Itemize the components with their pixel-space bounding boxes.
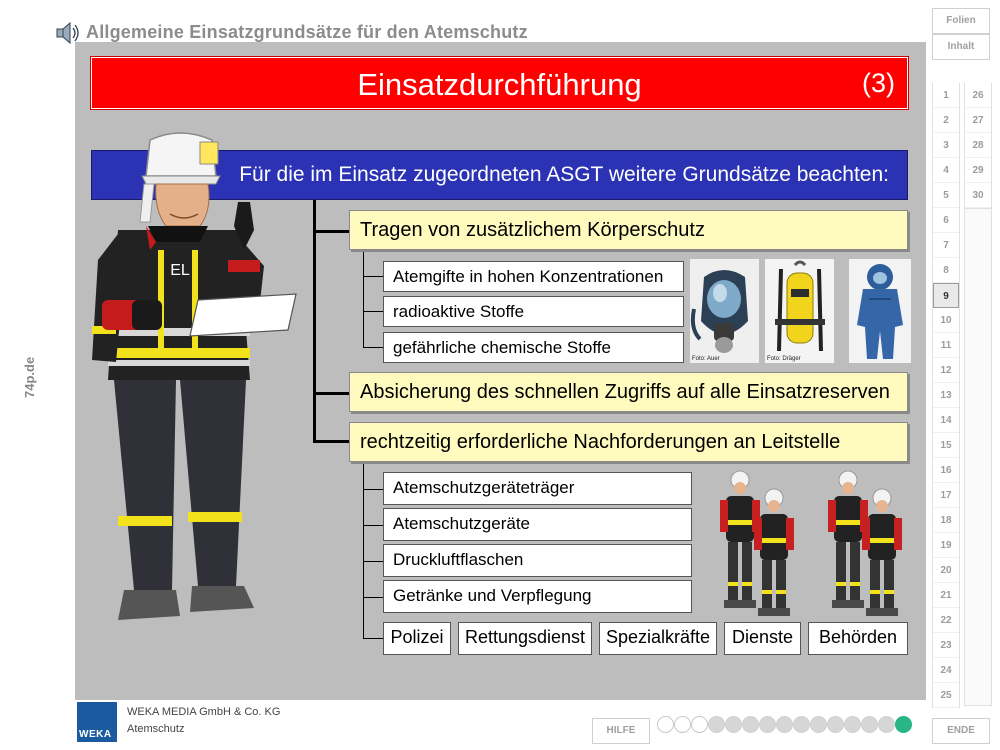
progress-dot — [657, 716, 674, 733]
slide-title: Einsatzdurchführung — [357, 67, 642, 102]
slide-number-23[interactable]: 23 — [933, 633, 959, 658]
photo-breathing-apparatus — [765, 259, 834, 363]
slide-title-bar — [91, 57, 908, 109]
slide-number-22[interactable]: 22 — [933, 608, 959, 633]
list-item: Atemgifte in hohen Konzentrationen — [383, 261, 684, 292]
agency-box: Rettungsdienst — [458, 622, 592, 655]
tree-connector — [363, 347, 383, 348]
firefighter-leader-illustration — [88, 130, 308, 630]
weka-logo — [77, 702, 117, 742]
slide-number-list — [932, 83, 960, 708]
point-body-protection: Tragen von zusätzlichem Körperschutz — [349, 210, 908, 250]
slide-number-7[interactable]: 7 — [933, 233, 959, 258]
contents-button[interactable]: Inhalt — [932, 34, 990, 60]
slide-number-12[interactable]: 12 — [933, 358, 959, 383]
list-item: Getränke und Verpflegung — [383, 580, 692, 613]
slide-number-29[interactable]: 29 — [965, 158, 991, 183]
help-button[interactable]: HILFE — [592, 718, 650, 744]
tree-connector — [363, 311, 383, 312]
slide-number-2[interactable]: 2 — [933, 108, 959, 133]
slide-number-4[interactable]: 4 — [933, 158, 959, 183]
progress-dot — [793, 716, 810, 733]
tree-connector — [313, 200, 316, 443]
slide-number-27[interactable]: 27 — [965, 108, 991, 133]
progress-dot — [878, 716, 895, 733]
firefighter-group-illustration — [820, 466, 914, 618]
slide-part-number: (3) — [862, 68, 895, 98]
list-item: gefährliche chemische Stoffe — [383, 332, 684, 363]
slide-number-17[interactable]: 17 — [933, 483, 959, 508]
agency-box: Behörden — [808, 622, 908, 655]
progress-dot — [844, 716, 861, 733]
progress-dot — [895, 716, 912, 733]
list-item: Atemschutzgeräteträger — [383, 472, 692, 505]
slide-number-28[interactable]: 28 — [965, 133, 991, 158]
progress-dot — [691, 716, 708, 733]
progress-dot — [827, 716, 844, 733]
tree-connector — [313, 392, 349, 395]
progress-dot — [759, 716, 776, 733]
progress-dot — [810, 716, 827, 733]
slide-number-1[interactable]: 1 — [933, 83, 959, 108]
slide-number-26[interactable]: 26 — [965, 83, 991, 108]
slide-number-25[interactable]: 25 — [933, 683, 959, 708]
tree-connector — [363, 525, 383, 526]
slide-number-11[interactable]: 11 — [933, 333, 959, 358]
progress-dot — [708, 716, 725, 733]
slides-button[interactable]: Folien — [932, 8, 990, 34]
side-watermark-text: 74p.de — [22, 356, 37, 398]
slide-number-18[interactable]: 18 — [933, 508, 959, 533]
point-control-center-requests: rechtzeitig erforderliche Nachforderungen an Leitstelle — [349, 422, 908, 462]
firefighter-group-illustration — [712, 466, 806, 618]
slide-list-scrollbar[interactable] — [964, 208, 992, 706]
slide-number-10[interactable]: 10 — [933, 308, 959, 333]
slide-number-5[interactable]: 5 — [933, 183, 959, 208]
leader-badge-label: EL — [170, 262, 190, 279]
photo-caption: Foto: Dräger — [767, 356, 801, 362]
progress-dot — [742, 716, 759, 733]
slide-number-9[interactable]: 9 — [933, 283, 959, 308]
tree-connector — [363, 597, 383, 598]
point-reserve-access: Absicherung des schnellen Zugriffs auf alle Einsatzreserven — [349, 372, 908, 412]
tree-connector — [363, 250, 364, 347]
tree-connector — [363, 561, 383, 562]
list-item: Atemschutzgeräte — [383, 508, 692, 541]
progress-indicator — [657, 716, 912, 736]
agency-box: Polizei — [383, 622, 451, 655]
slide-number-16[interactable]: 16 — [933, 458, 959, 483]
photo-breathing-mask — [690, 259, 759, 363]
weka-logo-text: WEKA — [79, 729, 112, 740]
intro-text: Für die im Einsatz zugeordneten ASGT weitere Grundsätze beachten: — [239, 163, 889, 186]
slide-number-8[interactable]: 8 — [933, 258, 959, 283]
slide-number-20[interactable]: 20 — [933, 558, 959, 583]
slide-number-21[interactable]: 21 — [933, 583, 959, 608]
end-button[interactable]: ENDE — [932, 718, 990, 744]
slide-number-24[interactable]: 24 — [933, 658, 959, 683]
progress-dot — [674, 716, 691, 733]
footer-topic: Atemschutz — [127, 723, 185, 735]
slide-number-list — [964, 83, 992, 208]
app-title: Allgemeine Einsatzgrundsätze für den Atemschutz — [86, 22, 528, 42]
progress-dot — [861, 716, 878, 733]
slide-number-19[interactable]: 19 — [933, 533, 959, 558]
slide-number-14[interactable]: 14 — [933, 408, 959, 433]
agency-box: Dienste — [724, 622, 801, 655]
tree-connector — [363, 276, 383, 277]
slide-number-13[interactable]: 13 — [933, 383, 959, 408]
photo-chemical-suit — [849, 259, 911, 363]
list-item: Druckluftflaschen — [383, 544, 692, 577]
progress-dot — [725, 716, 742, 733]
list-item: radioaktive Stoffe — [383, 296, 684, 327]
tree-connector — [313, 440, 349, 443]
slide-number-6[interactable]: 6 — [933, 208, 959, 233]
tree-connector — [313, 230, 349, 233]
agency-box: Spezialkräfte — [599, 622, 717, 655]
tree-connector — [363, 489, 383, 490]
tree-connector — [363, 638, 383, 639]
progress-dot — [776, 716, 793, 733]
footer-company: WEKA MEDIA GmbH & Co. KG — [127, 706, 281, 718]
slide-number-15[interactable]: 15 — [933, 433, 959, 458]
slide-number-3[interactable]: 3 — [933, 133, 959, 158]
slide-number-30[interactable]: 30 — [965, 183, 991, 208]
photo-caption: Foto: Auer — [692, 356, 720, 362]
